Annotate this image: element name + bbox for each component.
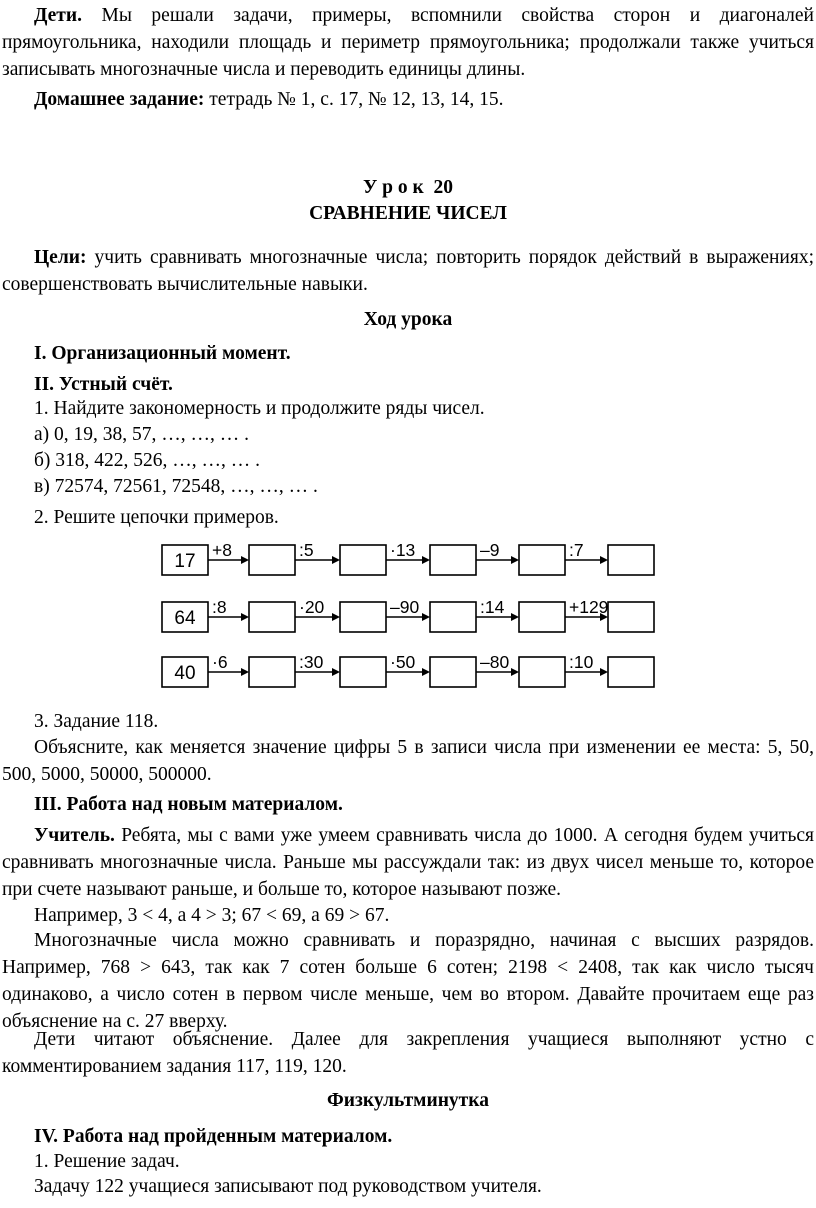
chain-arrow-head [511, 613, 519, 621]
chain-start-value: 40 [174, 663, 196, 684]
section-4-heading: IV. Работа над пройденным материалом. [34, 1126, 393, 1147]
chain-arrow-head [241, 668, 249, 676]
chain-arrow-head [241, 613, 249, 621]
section-3-heading: III. Работа над новым материалом. [34, 794, 343, 815]
chain-operation-label: :14 [480, 597, 505, 617]
intro-label: Дети. [34, 5, 82, 26]
chain-answer-box [608, 602, 654, 632]
chain-arrow-head [600, 668, 608, 676]
teacher-text: Ребята, мы с вами уже умеем сравнивать числа до 1000. А сегодня будем учиться сравнивать многозначные числа. Раньше мы рассуждали так: из двух чисел меньше то, которое при счете называют раньше, и больше то, которое называют позже. [2, 825, 814, 900]
chain-arrow-head [422, 613, 430, 621]
chain-operation-label: –80 [480, 652, 510, 672]
task-1-c: в) 72574, 72561, 72548, …, …, … . [34, 476, 318, 497]
chain-start-value: 17 [174, 551, 196, 572]
task-1-b: б) 318, 422, 526, …, …, … . [34, 450, 261, 471]
goals-text: учить сравнивать многозначные числа; повторить порядок действий в выражениях; совершенствовать вычислительные навыки. [2, 247, 814, 295]
chain-operation-label: ·20 [299, 597, 325, 617]
chain-operation-label: ·13 [390, 540, 416, 560]
chain-answer-box [249, 602, 295, 632]
chain-answer-box [340, 602, 386, 632]
task-2-title: 2. Решите цепочки примеров. [34, 507, 279, 528]
chain-answer-box [519, 602, 565, 632]
chain-answer-box [519, 545, 565, 575]
task-4-title: 1. Решение задач. [34, 1151, 180, 1172]
task-1-a: а) 0, 19, 38, 57, …, …, … . [34, 424, 250, 445]
homework-label: Домашнее задание: [34, 89, 205, 110]
chain-answer-box [249, 545, 295, 575]
chain-arrow-head [422, 668, 430, 676]
children-read-paragraph: Дети читают объяснение. Далее для закрепления учащиеся выполняют устно с комментированием задания 117, 119, 120. [2, 1029, 814, 1077]
chain-arrow-head [332, 556, 340, 564]
chain-arrow-head [241, 556, 249, 564]
intro-text: Мы решали задачи, примеры, вспомнили свойства сторон и диагоналей прямоугольника, находили площадь и периметр прямоугольника; продолжали также учиться записывать многозначные числа и переводить единицы длины. [2, 5, 814, 80]
multidigit-paragraph: Многозначные числа можно сравнивать и поразрядно, начиная с высших разрядов. Например, 768 > 643, так как 7 сотен больше 6 сотен; 2198 < 2408, так как число тысяч одинаково, а число сотен в первом числе меньше, чем во втором. Давайте прочитаем еще раз объяснение на с. 27 вверху. [2, 930, 814, 1032]
chain-arrow-head [511, 556, 519, 564]
chain-answer-box [430, 545, 476, 575]
goals-label: Цели: [34, 247, 87, 268]
chain-operation-label: +129 [569, 597, 609, 617]
task-3-title: 3. Задание 118. [34, 711, 159, 732]
chain-answer-box [340, 657, 386, 687]
chain-operation-label: :10 [569, 652, 594, 672]
chain-operation-label: ·6 [212, 652, 228, 672]
chain-start-value: 64 [174, 608, 196, 629]
chain-operation-label: +8 [212, 540, 232, 560]
chain-operation-label: :7 [569, 540, 584, 560]
chain-operation-label: :8 [212, 597, 227, 617]
chain-answer-box [340, 545, 386, 575]
teacher-label: Учитель. [34, 825, 115, 846]
chain-answer-box [249, 657, 295, 687]
chain-operation-label: :5 [299, 540, 314, 560]
chain-answer-box [519, 657, 565, 687]
chain-operation-label: –9 [480, 540, 500, 560]
course-heading: Ход урока [363, 309, 453, 330]
chain-arrow-head [422, 556, 430, 564]
chain-operation-label: –90 [390, 597, 420, 617]
chain-answer-box [608, 657, 654, 687]
chain-answer-box [608, 545, 654, 575]
chain-operation-label: ·50 [390, 652, 416, 672]
chain-arrow-head [332, 668, 340, 676]
chain-operation-label: :30 [299, 652, 324, 672]
chain-arrow-head [511, 668, 519, 676]
teacher-paragraph [2, 822, 814, 903]
pe-break-heading: Физкультминутка [327, 1090, 489, 1111]
chain-answer-box [430, 657, 476, 687]
example-line: Например, 3 < 4, а 4 > 3; 67 < 69, а 69 > 67. [34, 905, 390, 926]
chain-arrow-head [600, 556, 608, 564]
section-1-heading: I. Организационный момент. [34, 343, 291, 364]
section-2-heading: II. Устный счёт. [34, 374, 173, 395]
task-3-text: Объясните, как меняется значение цифры 5 в записи числа при изменении ее места: 5, 50, 500, 5000, 50000, 500000. [2, 737, 814, 785]
task-4-text: Задачу 122 учащиеся записывают под руководством учителя. [34, 1176, 542, 1197]
chain-answer-box [430, 602, 476, 632]
lesson-number: У р о к 20 [362, 177, 454, 198]
task-1-title: 1. Найдите закономерность и продолжите ряды чисел. [34, 398, 485, 419]
homework-text: тетрадь № 1, с. 17, № 12, 13, 14, 15. [204, 89, 504, 110]
lesson-title: СРАВНЕНИЕ ЧИСЕЛ [309, 203, 507, 224]
chain-arrow-head [332, 613, 340, 621]
